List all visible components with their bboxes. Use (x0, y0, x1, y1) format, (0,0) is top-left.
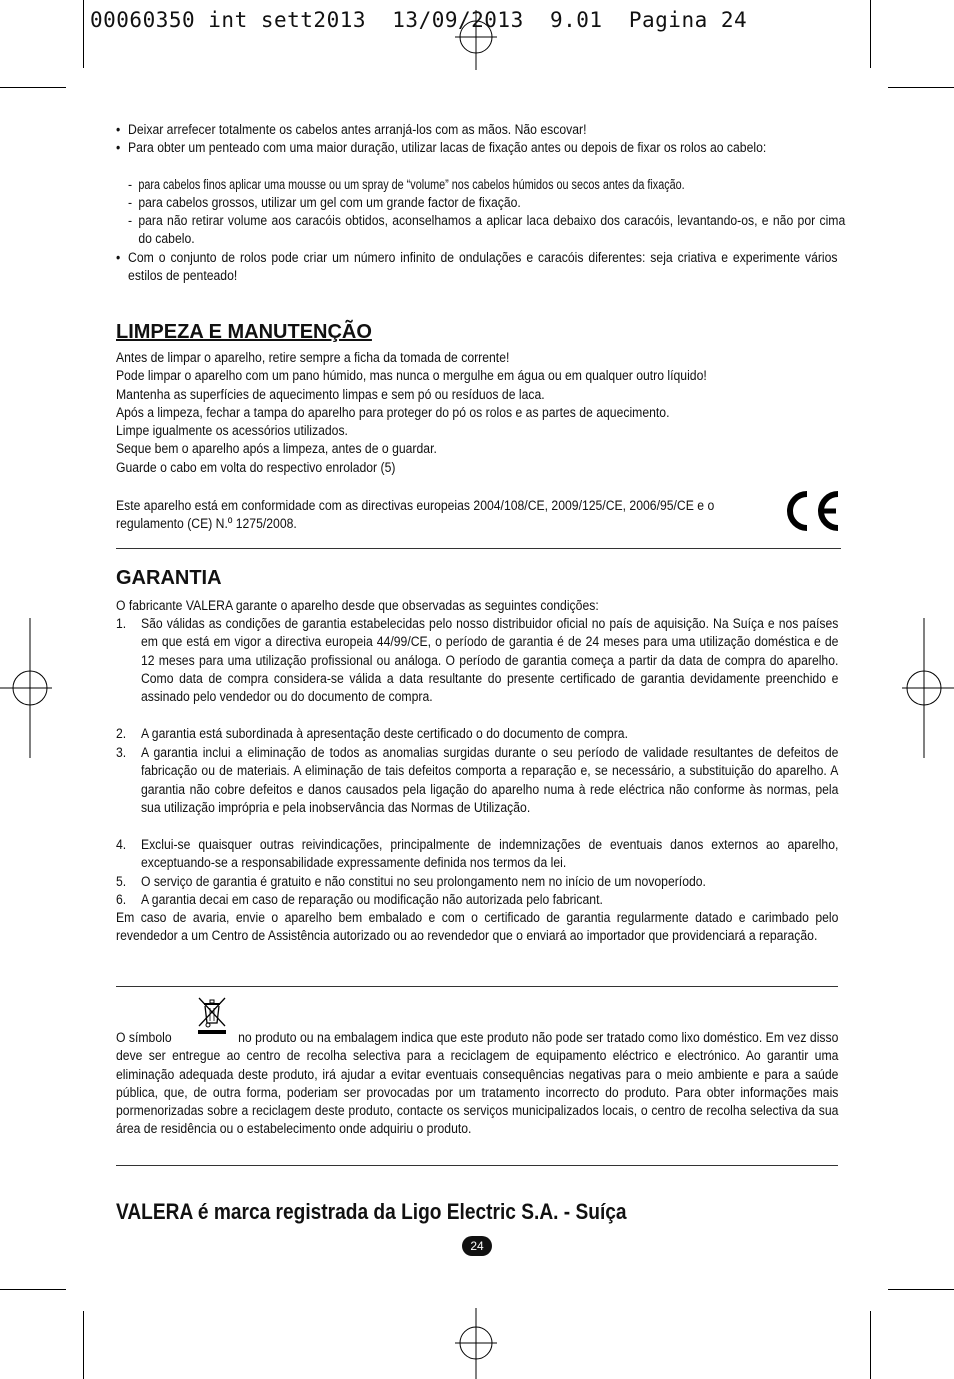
page-number-badge (462, 1236, 492, 1256)
crop-mark (888, 87, 954, 88)
crop-mark (870, 1311, 871, 1379)
crop-mark (870, 0, 871, 68)
registration-mark-bottom (455, 1308, 497, 1379)
crop-mark (0, 1289, 66, 1290)
page-number: 24 (470, 1239, 484, 1253)
weee-lead: O símbolo (116, 1030, 172, 1046)
warranty-outro: Em caso de avaria, envie o aparelho bem embalado e com o certificado de garantia regularmente datado e carimbado pelo revendedor a um Centro de Assistência autorizado ou ao revendedor que o enviará ao importador que providenciará a reparação. (116, 910, 839, 945)
trademark-line: VALERA é marca registrada da Ligo Electric S.A. - Suíça (116, 1199, 627, 1224)
divider (116, 548, 841, 549)
divider (116, 1165, 838, 1166)
weee-text: no produto ou na embalagem indica que este produto não pode ser tratado como lixo doméstico. Em vez disso deve ser entregue ao centro de recolha selectiva para a reciclagem de equipamento eléctrico e electrónico. Ao garantir uma eliminação adequada deste produto, irá ajudar a evitar eventuais consequências negativas para o meio ambiente e para a saúde pública, que, de outra forma, poderiam ser provocadas por um tratamento incorrecto do produto. Para obter informações mais pormenorizadas sobre a reciclagem deste produto, contacte os serviços municipalizados locais, o centro de recolha selectiva da sua área de residência ou o estabelecimento onde adquiriu o produto. (116, 1030, 839, 1138)
crop-mark (83, 1311, 84, 1379)
conformity-text: Este aparelho está em conformidade com as directivas europeias 2004/108/CE, 2009/125/CE, 2006/95/CE e o regulamento (CE) N.º 1275/2008. (116, 498, 715, 533)
crop-mark (888, 1289, 954, 1290)
cleaning-text: Antes de limpar o aparelho, retire sempre a ficha da tomada de corrente! Pode limpar o aparelho com um pano húmido, mas nunca o mergulhe em água ou em qualquer outro líquido! Mantenha as superfícies de aquecimento limpas e sem pó ou resíduos de laca. Após a limpeza, fechar a tampa do aparelho para proteger do pó os rolos e as partes de aquecimento. Limpe igualmente os acessórios utilizados. Seque bem o aparelho após a limpeza, antes de o guardar. Guarde o cabo em volta do respectivo enrolador (5) (116, 350, 707, 476)
registration-mark-right (902, 618, 954, 758)
ce-mark-icon (780, 488, 842, 534)
warranty-intro: O fabricante VALERA garante o aparelho desde que observadas as seguintes condições: (116, 598, 599, 614)
cleaning-heading: LIMPEZA E MANUTENÇÃO (116, 321, 372, 343)
crop-mark (83, 0, 84, 68)
warranty-heading: GARANTIA (116, 567, 222, 589)
registration-mark-left (0, 618, 52, 758)
divider (116, 986, 838, 987)
crop-mark (0, 87, 66, 88)
print-slug: 00060350 int sett2013 13/09/2013 9.01 Pagina 24 (90, 8, 748, 32)
